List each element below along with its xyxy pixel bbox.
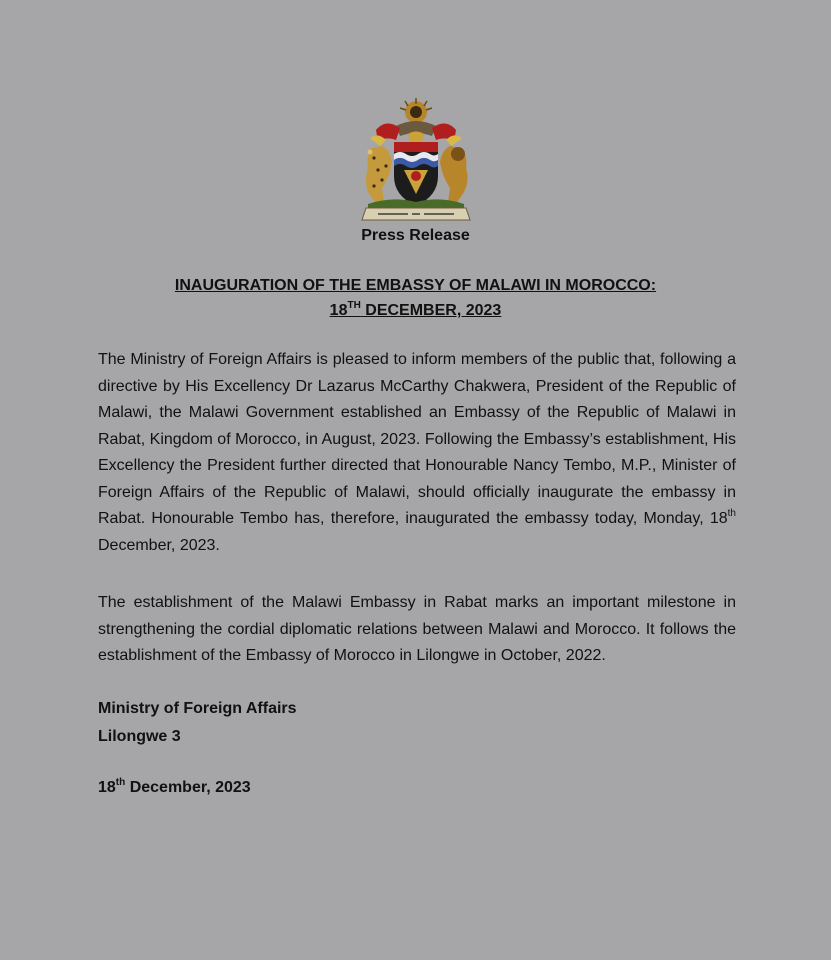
- paragraph-1-text: The Ministry of Foreign Affairs is pleased to inform members of the public that, following a directive by His Excellency Dr Lazarus McCarthy Chakwera, President of the Republic of Malawi, the Malawi Government established an Embassy of the Republic of Malawi in Rabat, Kingdom of Morocco, in August, 2023. Following the Embassy’s establishment, His Excellency the President further directed that Honourable Nancy Tembo, M.P., Minister of Foreign Affairs of the Republic of Malawi, should officially inaugurate the embassy in Rabat. Honourable Tembo has, therefore, inaugurated the embassy today, Monday, 18: [98, 351, 736, 527]
- shield: [394, 142, 438, 206]
- body-paragraph-2: The establishment of the Malawi Embassy in Rabat marks an important milestone in strengthening the cordial diplomatic relations between Malawi and Morocco. It follows the establishment of the Embassy of Morocco in Lilongwe in October, 2022.: [98, 594, 736, 664]
- paragraph-1-end: December, 2023.: [98, 536, 220, 554]
- signature-ministry: Ministry of Foreign Affairs: [98, 700, 297, 717]
- rising-sun-crest: [400, 98, 432, 123]
- motto-scroll: [362, 208, 470, 220]
- signature-date-day: 18: [98, 779, 116, 796]
- signature-date: [98, 774, 251, 802]
- title-day: 18: [329, 302, 348, 319]
- title-line-2: [0, 299, 831, 323]
- title-day-suffix: TH: [347, 299, 361, 311]
- title-line-1: INAUGURATION OF THE EMBASSY OF MALAWI IN MOROCCO:: [174, 277, 657, 294]
- title-date-rest: DECEMBER, 2023: [360, 302, 502, 319]
- signature-location: Lilongwe 3: [98, 728, 181, 745]
- body-paragraph-1: [98, 347, 736, 559]
- eagle-crest: [396, 121, 436, 142]
- signature-date-rest: December, 2023: [125, 779, 251, 796]
- signature-date-suffix: th: [115, 776, 126, 788]
- coat-of-arms-icon: [356, 96, 476, 222]
- leopard-supporter: [366, 146, 392, 204]
- lion-supporter: [440, 146, 468, 204]
- press-release-label: Press Release: [361, 227, 470, 244]
- paragraph-1-day-suffix: th: [727, 507, 736, 519]
